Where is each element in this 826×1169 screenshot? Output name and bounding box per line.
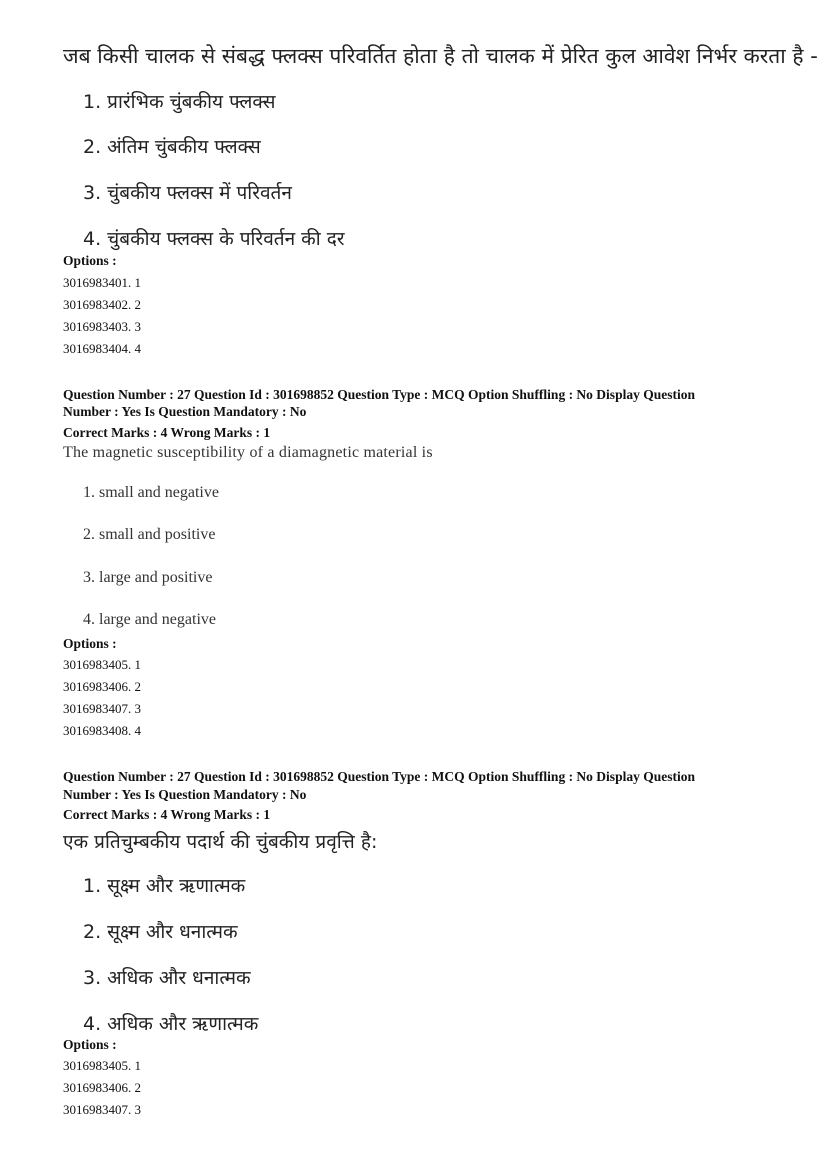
choice-3: 3. large and positive <box>83 569 213 586</box>
choice-1: 1. सूक्ष्म और ऋणात्मक <box>83 875 246 897</box>
choice-3: 3. चुंबकीय फ्लक्स में परिवर्तन <box>83 182 292 204</box>
question-meta-line2: Number : Yes Is Question Mandatory : No <box>63 787 307 802</box>
question-marks: Correct Marks : 4 Wrong Marks : 1 <box>63 425 271 440</box>
choice-3: 3. अधिक और धनात्मक <box>83 967 251 989</box>
question-text: एक प्रतिचुम्बकीय पदार्थ की चुंबकीय प्रवृत्ति है: <box>63 831 378 853</box>
choice-4: 4. चुंबकीय फ्लक्स के परिवर्तन की दर <box>83 228 345 250</box>
choice-1: 1. small and negative <box>83 484 219 501</box>
options-label: Options : <box>63 1037 117 1052</box>
question-marks: Correct Marks : 4 Wrong Marks : 1 <box>63 807 271 822</box>
choice-2: 2. सूक्ष्म और धनात्मक <box>83 921 238 943</box>
choice-2: 2. अंतिम चुंबकीय फ्लक्स <box>83 136 261 158</box>
option-id: 3016983406. 2 <box>63 679 141 694</box>
option-id: 3016983404. 4 <box>63 341 141 356</box>
option-id: 3016983402. 2 <box>63 297 141 312</box>
choice-4: 4. अधिक और ऋणात्मक <box>83 1013 259 1035</box>
option-id: 3016983401. 1 <box>63 275 141 290</box>
question-text: जब किसी चालक से संबद्ध फ्लक्स परिवर्तित होता है तो चालक में प्रेरित कुल आवेश निर्भर करता है - <box>63 44 818 68</box>
option-id: 3016983408. 4 <box>63 723 141 738</box>
options-label: Options : <box>63 253 117 268</box>
option-id: 3016983407. 3 <box>63 1102 141 1117</box>
question-text: The magnetic susceptibility of a diamagnetic material is <box>63 444 433 461</box>
option-id: 3016983405. 1 <box>63 1058 141 1073</box>
question-meta-line1: Question Number : 27 Question Id : 301698852 Question Type : MCQ Option Shuffling : No Display Question <box>63 387 695 402</box>
choice-1: 1. प्रारंभिक चुंबकीय फ्लक्स <box>83 91 276 113</box>
option-id: 3016983406. 2 <box>63 1080 141 1095</box>
option-id: 3016983405. 1 <box>63 657 141 672</box>
choice-2: 2. small and positive <box>83 526 216 543</box>
options-label: Options : <box>63 636 117 651</box>
question-meta-line2: Number : Yes Is Question Mandatory : No <box>63 404 307 419</box>
option-id: 3016983407. 3 <box>63 701 141 716</box>
question-meta-line1: Question Number : 27 Question Id : 301698852 Question Type : MCQ Option Shuffling : No Display Question <box>63 769 695 784</box>
choice-4: 4. large and negative <box>83 611 216 628</box>
option-id: 3016983403. 3 <box>63 319 141 334</box>
